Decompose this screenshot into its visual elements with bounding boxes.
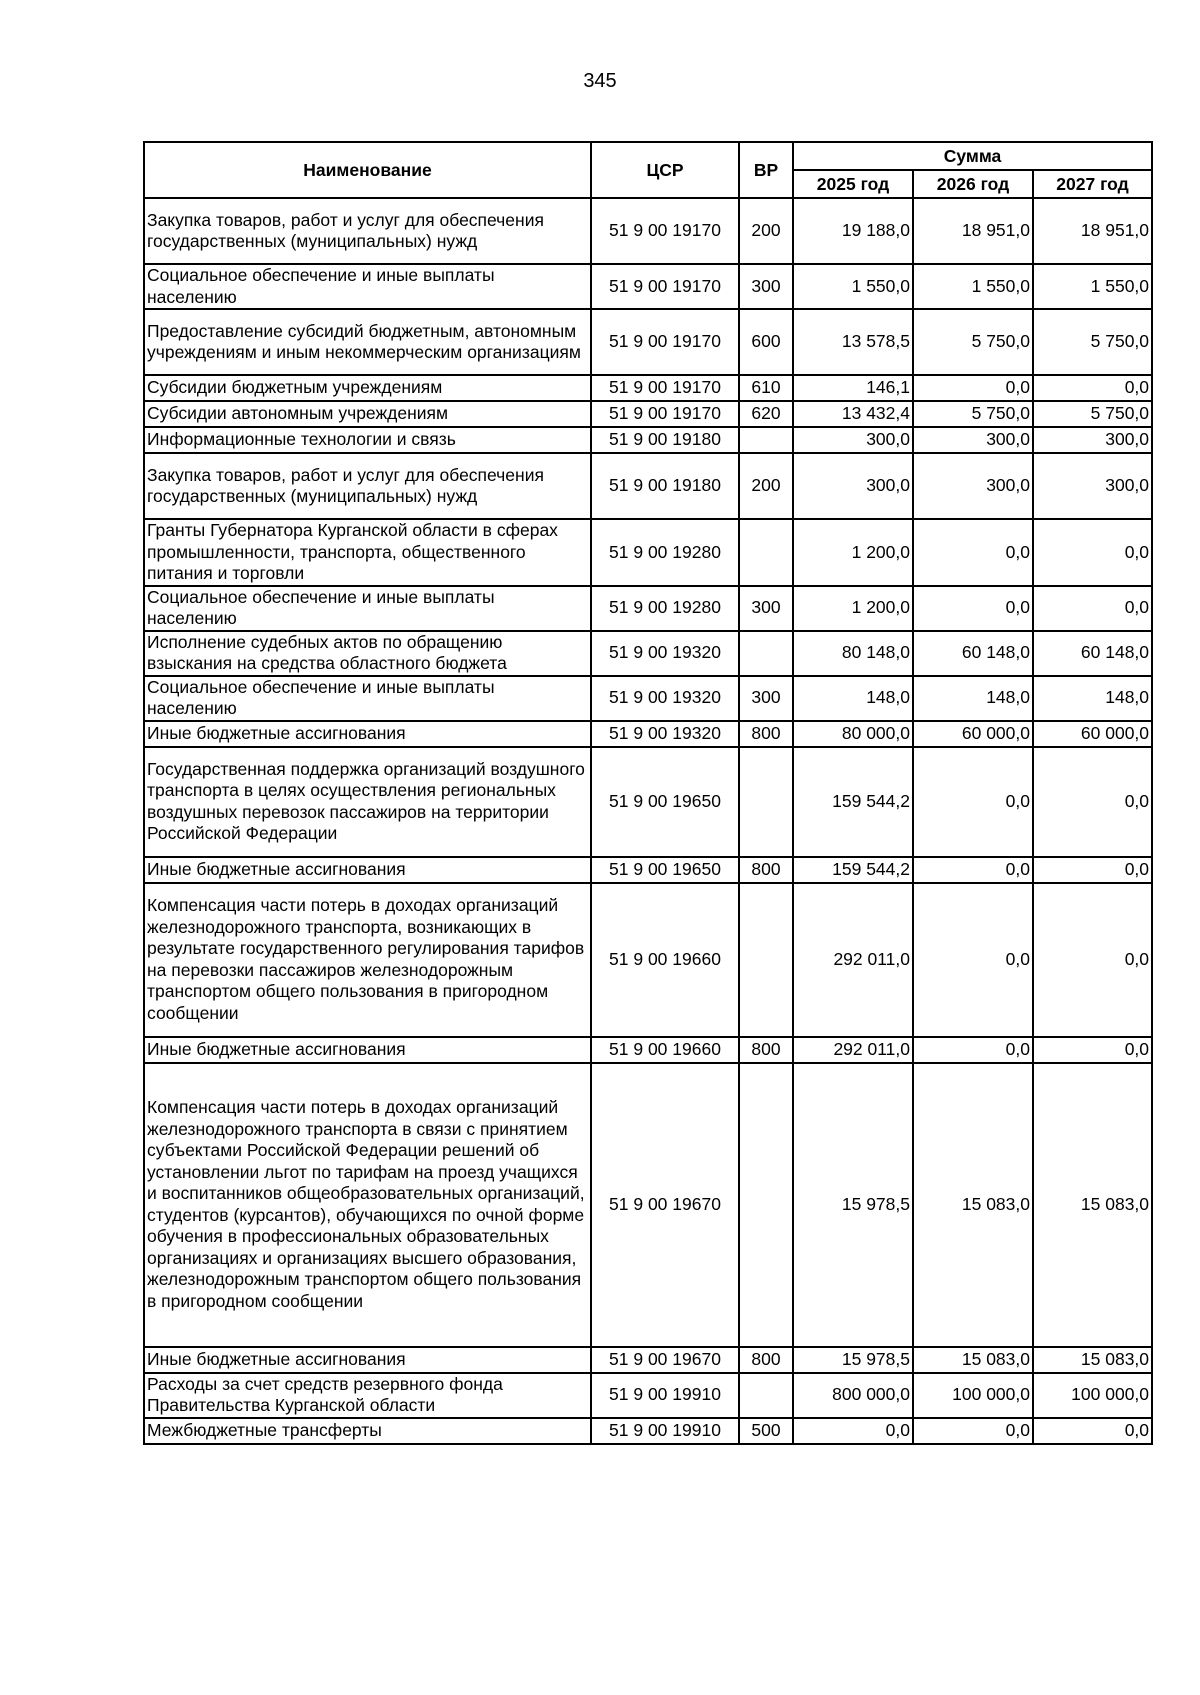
cell-name: Иные бюджетные ассигнования (144, 1347, 591, 1373)
cell-csr: 51 9 00 19670 (591, 1063, 739, 1347)
cell-csr: 51 9 00 19670 (591, 1347, 739, 1373)
cell-sum-2025: 1 200,0 (793, 586, 913, 631)
header-year-2025: 2025 год (793, 170, 913, 198)
cell-name: Социальное обеспечение и иные выплаты населению (144, 586, 591, 631)
table-row (144, 1373, 1152, 1418)
cell-sum-2027: 100 000,0 (1033, 1373, 1152, 1418)
table-row (144, 401, 1152, 427)
cell-csr: 51 9 00 19320 (591, 676, 739, 721)
table-row (144, 453, 1152, 519)
cell-sum-2027: 1 550,0 (1033, 264, 1152, 309)
cell-name: Социальное обеспечение и иные выплаты населению (144, 676, 591, 721)
budget-table (143, 141, 1153, 1445)
cell-name: Компенсация части потерь в доходах организаций железнодорожного транспорта в связи с принятием субъектами Российской Федерации решений об установлении льгот по тарифам на проезд учащихся и воспитанников общеобразовательных организаций, студентов (курсантов), обучающихся по очной форме обучения в профессиональных образовательных организациях и организациях высшего образования, железнодорожным транспортом общего пользования в пригородном сообщении (144, 1063, 591, 1347)
header-csr: ЦСР (591, 142, 739, 198)
cell-name: Закупка товаров, работ и услуг для обеспечения государственных (муниципальных) нужд (144, 198, 591, 264)
header-vr: ВР (739, 142, 793, 198)
cell-sum-2027: 5 750,0 (1033, 401, 1152, 427)
cell-name: Гранты Губернатора Курганской области в сферах промышленности, транспорта, общественного питания и торговли (144, 519, 591, 586)
cell-csr: 51 9 00 19320 (591, 721, 739, 747)
cell-sum-2027: 0,0 (1033, 747, 1152, 857)
cell-csr: 51 9 00 19660 (591, 883, 739, 1037)
table-row (144, 427, 1152, 453)
cell-sum-2025: 146,1 (793, 375, 913, 401)
table-row (144, 586, 1152, 631)
cell-name: Субсидии бюджетным учреждениям (144, 375, 591, 401)
cell-vr: 500 (739, 1418, 793, 1444)
table-row (144, 721, 1152, 747)
cell-sum-2025: 80 148,0 (793, 631, 913, 676)
table-row (144, 1347, 1152, 1373)
cell-name: Закупка товаров, работ и услуг для обеспечения государственных (муниципальных) нужд (144, 453, 591, 519)
cell-name: Информационные технологии и связь (144, 427, 591, 453)
cell-sum-2027: 0,0 (1033, 1037, 1152, 1063)
cell-vr: 800 (739, 857, 793, 883)
table-row (144, 1063, 1152, 1347)
cell-sum-2025: 300,0 (793, 453, 913, 519)
header-year-2026: 2026 год (913, 170, 1033, 198)
cell-csr: 51 9 00 19170 (591, 198, 739, 264)
cell-sum-2027: 60 000,0 (1033, 721, 1152, 747)
cell-csr: 51 9 00 19660 (591, 1037, 739, 1063)
cell-sum-2027: 0,0 (1033, 857, 1152, 883)
cell-vr: 300 (739, 586, 793, 631)
cell-name: Межбюджетные трансферты (144, 1418, 591, 1444)
table-row (144, 747, 1152, 857)
cell-sum-2026: 300,0 (913, 453, 1033, 519)
table-row (144, 519, 1152, 586)
cell-vr: 200 (739, 453, 793, 519)
cell-csr: 51 9 00 19170 (591, 309, 739, 375)
cell-sum-2026: 0,0 (913, 1418, 1033, 1444)
cell-vr: 620 (739, 401, 793, 427)
table-header (144, 142, 1152, 198)
cell-sum-2025: 800 000,0 (793, 1373, 913, 1418)
cell-vr (739, 427, 793, 453)
cell-sum-2026: 0,0 (913, 883, 1033, 1037)
cell-sum-2027: 0,0 (1033, 883, 1152, 1037)
cell-sum-2027: 300,0 (1033, 453, 1152, 519)
cell-csr: 51 9 00 19280 (591, 586, 739, 631)
cell-csr: 51 9 00 19170 (591, 375, 739, 401)
cell-csr: 51 9 00 19180 (591, 453, 739, 519)
table-row (144, 857, 1152, 883)
cell-sum-2027: 15 083,0 (1033, 1063, 1152, 1347)
cell-csr: 51 9 00 19170 (591, 401, 739, 427)
table-row (144, 1037, 1152, 1063)
table-row (144, 1418, 1152, 1444)
cell-vr: 800 (739, 1347, 793, 1373)
cell-name: Иные бюджетные ассигнования (144, 721, 591, 747)
cell-sum-2025: 15 978,5 (793, 1063, 913, 1347)
cell-sum-2026: 0,0 (913, 375, 1033, 401)
cell-sum-2026: 15 083,0 (913, 1063, 1033, 1347)
cell-sum-2025: 1 200,0 (793, 519, 913, 586)
cell-sum-2027: 148,0 (1033, 676, 1152, 721)
header-sum: Сумма (793, 142, 1152, 170)
cell-csr: 51 9 00 19910 (591, 1373, 739, 1418)
cell-sum-2025: 148,0 (793, 676, 913, 721)
cell-name: Субсидии автономным учреждениям (144, 401, 591, 427)
cell-sum-2025: 19 188,0 (793, 198, 913, 264)
table-row (144, 676, 1152, 721)
cell-name: Исполнение судебных актов по обращению взыскания на средства областного бюджета (144, 631, 591, 676)
cell-sum-2025: 300,0 (793, 427, 913, 453)
cell-sum-2026: 18 951,0 (913, 198, 1033, 264)
cell-sum-2025: 159 544,2 (793, 857, 913, 883)
cell-sum-2026: 0,0 (913, 519, 1033, 586)
cell-name: Государственная поддержка организаций воздушного транспорта в целях осуществления региональных воздушных перевозок пассажиров на территории Российской Федерации (144, 747, 591, 857)
cell-vr (739, 519, 793, 586)
cell-csr: 51 9 00 19650 (591, 747, 739, 857)
cell-vr (739, 883, 793, 1037)
cell-name: Социальное обеспечение и иные выплаты населению (144, 264, 591, 309)
cell-sum-2027: 0,0 (1033, 1418, 1152, 1444)
cell-csr: 51 9 00 19650 (591, 857, 739, 883)
cell-sum-2027: 5 750,0 (1033, 309, 1152, 375)
cell-name: Иные бюджетные ассигнования (144, 1037, 591, 1063)
cell-sum-2027: 18 951,0 (1033, 198, 1152, 264)
cell-sum-2026: 300,0 (913, 427, 1033, 453)
cell-sum-2025: 292 011,0 (793, 1037, 913, 1063)
cell-sum-2026: 0,0 (913, 1037, 1033, 1063)
table-row (144, 883, 1152, 1037)
cell-csr: 51 9 00 19280 (591, 519, 739, 586)
table-row (144, 309, 1152, 375)
cell-sum-2026: 5 750,0 (913, 309, 1033, 375)
cell-sum-2026: 1 550,0 (913, 264, 1033, 309)
cell-vr: 800 (739, 1037, 793, 1063)
header-name: Наименование (144, 142, 591, 198)
cell-name: Расходы за счет средств резервного фонда Правительства Курганской области (144, 1373, 591, 1418)
cell-sum-2026: 0,0 (913, 586, 1033, 631)
cell-sum-2026: 0,0 (913, 747, 1033, 857)
cell-sum-2025: 159 544,2 (793, 747, 913, 857)
cell-sum-2025: 1 550,0 (793, 264, 913, 309)
cell-csr: 51 9 00 19910 (591, 1418, 739, 1444)
cell-sum-2026: 148,0 (913, 676, 1033, 721)
cell-sum-2026: 100 000,0 (913, 1373, 1033, 1418)
cell-vr: 300 (739, 676, 793, 721)
cell-sum-2026: 0,0 (913, 857, 1033, 883)
table-row (144, 198, 1152, 264)
cell-csr: 51 9 00 19170 (591, 264, 739, 309)
cell-sum-2025: 80 000,0 (793, 721, 913, 747)
cell-vr: 800 (739, 721, 793, 747)
cell-name: Иные бюджетные ассигнования (144, 857, 591, 883)
cell-sum-2025: 13 578,5 (793, 309, 913, 375)
cell-vr: 200 (739, 198, 793, 264)
cell-vr (739, 631, 793, 676)
cell-vr: 600 (739, 309, 793, 375)
header-year-2027: 2027 год (1033, 170, 1152, 198)
table-row (144, 264, 1152, 309)
cell-sum-2025: 292 011,0 (793, 883, 913, 1037)
cell-sum-2026: 60 000,0 (913, 721, 1033, 747)
cell-sum-2026: 5 750,0 (913, 401, 1033, 427)
cell-name: Предоставление субсидий бюджетным, автономным учреждениям и иным некоммерческим организациям (144, 309, 591, 375)
cell-sum-2027: 300,0 (1033, 427, 1152, 453)
cell-vr (739, 747, 793, 857)
cell-sum-2025: 15 978,5 (793, 1347, 913, 1373)
cell-sum-2025: 13 432,4 (793, 401, 913, 427)
cell-sum-2027: 0,0 (1033, 375, 1152, 401)
cell-sum-2027: 15 083,0 (1033, 1347, 1152, 1373)
cell-vr (739, 1373, 793, 1418)
page-number: 345 (583, 70, 617, 92)
cell-vr (739, 1063, 793, 1347)
table-body (144, 198, 1152, 1444)
table-row (144, 375, 1152, 401)
cell-csr: 51 9 00 19180 (591, 427, 739, 453)
cell-sum-2025: 0,0 (793, 1418, 913, 1444)
cell-sum-2027: 0,0 (1033, 519, 1152, 586)
cell-sum-2027: 0,0 (1033, 586, 1152, 631)
cell-sum-2027: 60 148,0 (1033, 631, 1152, 676)
cell-name: Компенсация части потерь в доходах организаций железнодорожного транспорта, возникающих в результате государственного регулирования тарифов на перевозки пассажиров железнодорожным транспортом общего пользования в пригородном сообщении (144, 883, 591, 1037)
cell-csr: 51 9 00 19320 (591, 631, 739, 676)
cell-vr: 610 (739, 375, 793, 401)
table-row (144, 631, 1152, 676)
cell-sum-2026: 60 148,0 (913, 631, 1033, 676)
cell-vr: 300 (739, 264, 793, 309)
cell-sum-2026: 15 083,0 (913, 1347, 1033, 1373)
